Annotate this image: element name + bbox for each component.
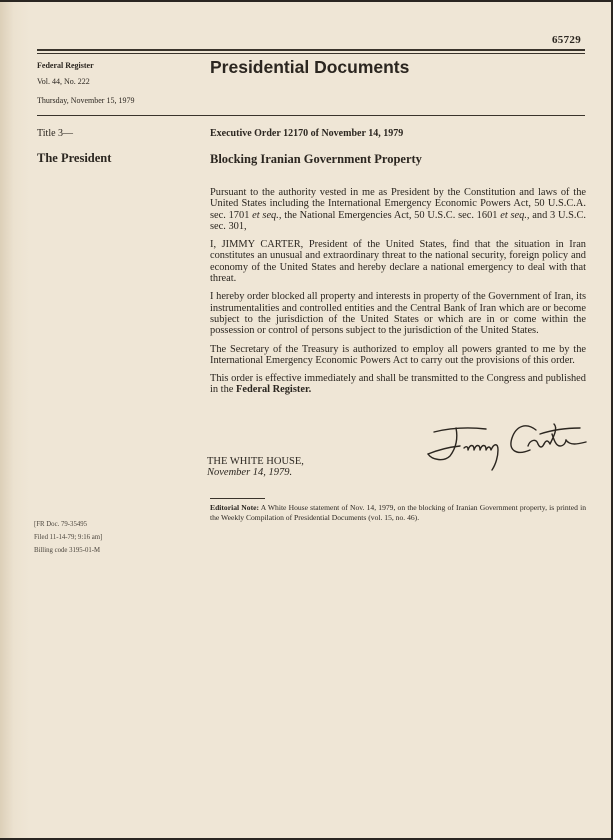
note-rule <box>210 498 265 499</box>
section-heading: Presidential Documents <box>210 57 410 77</box>
white-house-place: THE WHITE HOUSE, <box>207 456 304 467</box>
order-body <box>210 187 586 396</box>
president-label: The President <box>37 151 112 165</box>
editorial-note <box>210 503 586 523</box>
title-label: Title 3— <box>37 128 74 139</box>
register-page <box>0 2 611 838</box>
editorial-note-text: A White House statement of Nov. 14, 1979, on the blocking of Iranian Government property, is printed in the Weekly Compilation of Presidential Documents (vol. 15, no. 46). <box>210 503 586 522</box>
volume-number: Vol. 44, No. 222 <box>37 77 90 86</box>
section-rule <box>37 115 585 116</box>
italic-text: et seq., <box>252 209 282 221</box>
executive-order-number: Executive Order 12170 of November 14, 1979 <box>210 128 404 139</box>
italic-text: et seq., <box>500 209 530 221</box>
paragraph-text: This order is effective immediately and shall be transmitted to the Congress and published in the <box>210 373 586 396</box>
page-number: 65729 <box>552 34 581 46</box>
federal-register-name: Federal Register <box>37 61 94 70</box>
billing-code: Billing code 3195-01-M <box>34 547 101 554</box>
order-paragraph-authority <box>210 187 586 232</box>
issue-date: Thursday, November 15, 1979 <box>37 96 135 105</box>
fr-document-number: [FR Doc. 79-35495 <box>34 521 88 528</box>
header-rule-thick <box>37 49 585 51</box>
president-signature <box>420 416 590 474</box>
header-rule-thin <box>37 53 585 54</box>
paragraph-text: Pursuant to the authority vested in me as President by the Constitution and laws of the United States including the International Emergency Economic Powers Act, 50 U.S.C.A. sec. 1701 <box>210 187 586 221</box>
paragraph-text: and 3 U.S.C. sec. 301, <box>210 209 586 232</box>
paragraph-text: the National Emergencies Act, 50 U.S.C. sec. 1601 <box>281 209 501 221</box>
filed-timestamp: Filed 11-14-79; 9:16 am] <box>34 534 103 541</box>
order-paragraph-treasury: The Secretary of the Treasury is authorized to employ all powers granted to me by the International Emergency Economic Powers Act to carry out the provisions of this order. <box>210 343 586 366</box>
order-paragraph-finding: I, JIMMY CARTER, President of the United States, find that the situation in Iran constitutes an unusual and extraordinary threat to the national security, foreign policy and economy of the United States and hereby declare a national emergency to deal with that threat. <box>210 239 586 285</box>
executive-order-title: Blocking Iranian Government Property <box>210 152 422 166</box>
order-paragraph-effective <box>210 373 586 396</box>
editorial-note-label: Editorial Note: <box>210 503 259 512</box>
signing-date: November 14, 1979. <box>207 467 293 478</box>
order-paragraph-blocking: I hereby order blocked all property and interests in property of the Government of Iran, its instrumentalities and controlled entities and the Central Bank of Iran which are or become subject to the jurisdiction of the United States or which are in or come within the possession or control of persons subject to the jurisdiction of the United States. <box>210 291 586 337</box>
bold-text: Federal Register. <box>235 384 312 396</box>
